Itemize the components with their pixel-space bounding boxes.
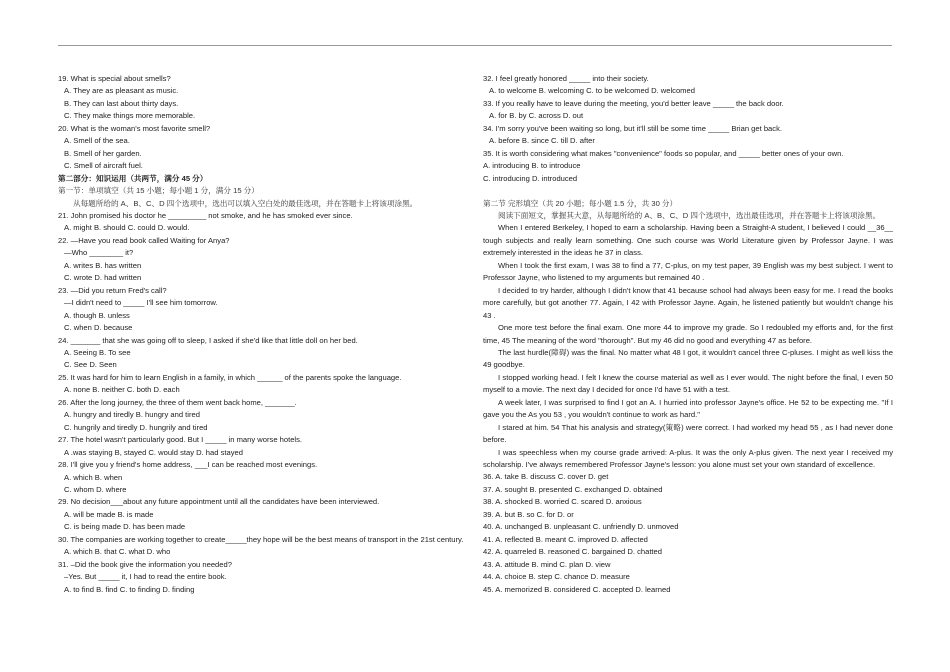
question-line: 26. After the long journey, the three of them went back home, _______. [58, 397, 297, 407]
question-line: 28. I'll give you y friend's home address, ___I can be reached most evenings. [58, 460, 318, 470]
question-line: 21. John promised his doctor he _________ not smoke, and he has smoked ever since. [58, 210, 353, 220]
option-line: A. might B. should C. could D. would. [64, 223, 190, 233]
passage-paragraph: One more test before the final exam. One more 44 to improve my grade. So I redoubled my efforts and, for the first time, 45 The meaning of the word "thorough". But my 46 did no good and everything 47 as before. [483, 323, 893, 345]
option-line: C. wrote D. had written [64, 273, 142, 283]
instruction-line: 阅读下面短文，掌握其大意，从每题所给的 A、B、C、D 四个选项中，选出最佳选项，并在答题卡上将该项涂黑。 [498, 210, 881, 220]
option-line: A .was staying B, stayed C. would stay D. had stayed [64, 447, 243, 457]
option-line: C. See D. Seen [64, 360, 117, 370]
right-column [483, 73, 893, 596]
question-line: C. introducing D. introduced [483, 173, 578, 183]
instruction-line: 从每题所给的 A、B、C、D 四个选项中，选出可以填入空白处的最佳选项，并在答题卡上将该项涂黑。 [73, 198, 418, 208]
option-line: A. which B. that C. what D. who [64, 547, 171, 557]
passage-paragraph: I stared at him. 54 That his analysis and strategy(策略) were correct. I had worked my head 55 , as I had never done before. [483, 422, 893, 445]
option-line: C. when D. because [64, 323, 133, 333]
option-line: B. They can last about thirty days. [64, 98, 179, 108]
option-line: A. though B. unless [64, 310, 130, 320]
header-rule [58, 45, 892, 46]
option-line: C. They make things more memorable. [64, 111, 196, 121]
question-line: 20. What is the woman's most favorite smell? [58, 123, 211, 133]
option-line: B. Smell of her garden. [64, 148, 142, 158]
question-line: 45. A. memorized B. considered C. accepted D. learned [483, 584, 671, 594]
question-line: 43. A. attitude B. mind C. plan D. view [483, 559, 611, 569]
option-line: A. Seeing B. To see [64, 347, 131, 357]
question-line: 27. The hotel wasn't particularly good. But I _____ in many worse hotels. [58, 435, 303, 445]
question-line: 36. A. take B. discuss C. cover D. get [483, 472, 609, 482]
question-line: 31. –Did the book give the information you needed? [58, 559, 232, 569]
passage-paragraph: I decided to try harder, although I didn't know that 41 because school had always been easy for me. I read the books more carefully, but got another 77. Again, I 42 with Professor Jayne. Again, he listened patiently but wouldn't change his 43 . [483, 285, 893, 320]
option-line: A. Smell of the sea. [64, 136, 130, 146]
option-line: A. writes B. has written [64, 260, 142, 270]
option-line: C. Smell of aircraft fuel. [64, 161, 143, 171]
option-line: A. to welcome B. welcoming C. to be welcomed D. welcomed [489, 86, 695, 96]
option-line: A. for B. by C. across D. out [489, 111, 584, 121]
option-line: A. hungry and tiredly B. hungry and tired [64, 410, 200, 420]
question-line: 19. What is special about smells? [58, 74, 171, 83]
option-line: C. whom D. where [64, 484, 127, 494]
question-line: 42. A. quarreled B. reasoned C. bargained D. chatted [483, 547, 662, 557]
question-line: 41. A. reflected B. meant C. improved D. affected [483, 534, 648, 544]
question-line: 39. A. but B. so C. for D. or [483, 509, 574, 519]
option-line: A. will be made B. is made [64, 509, 154, 519]
question-line: 24. _______ that she was going off to sleep, I asked if she'd like that little doll on her bed. [58, 335, 358, 345]
option-line: —Who ________ it? [64, 248, 134, 258]
question-line: 37. A. sought B. presented C. exchanged D. obtained [483, 484, 663, 494]
passage-paragraph: I stopped working head. I felt I knew the course material as well as I ever would. The night before the final, I even 50 myself to a movie. The next day I decided for once I'd have 51 with a test. [483, 372, 893, 395]
passage-paragraph: When I took the first exam, I was 38 to find a 77, C-plus, on my test paper, 39 English was my best subject. I went to Professor Jayne, who listened to my arguments but remained 40 . [483, 260, 893, 283]
question-line: 35. It is worth considering what makes "convenience" foods so popular, and _____ better ones of your own. [483, 148, 844, 158]
instruction-line: 第一节：单项填空（共 15 小题；每小题 1 分，满分 15 分） [58, 186, 259, 196]
question-line: 22. —Have you read book called Waiting for Anya? [58, 235, 230, 245]
question-line: 40. A. unchanged B. unpleasant C. unfriendly D. unmoved [483, 522, 679, 532]
question-line: 33. If you really have to leave during the meeting, you'd better leave _____ the back door. [483, 98, 784, 108]
option-line: —I didn't need to _____ I'll see him tomorrow. [64, 298, 218, 308]
option-line: A. to find B. find C. to finding D. finding [64, 584, 195, 594]
question-line: 23. —Did you return Fred's call? [58, 285, 167, 295]
question-line: 30. The companies are working together to create_____they hope will be the best means of transport in the 21st century. [58, 534, 464, 544]
question-line: 25. It was hard for him to learn English in a family, in which ______ of the parents spoke the language. [58, 372, 402, 382]
question-line: 44. A. choice B. step C. chance D. measure [483, 572, 630, 582]
passage-paragraph: A week later, I was surprised to find I got an A. I hurried into professor Jayne's office. He 52 to be expecting me. "If I gave you the As you 53 , you wouldn't continue to work as hard." [483, 397, 893, 420]
option-line: C. hungrily and tiredly D. hungrily and tired [64, 422, 208, 432]
passage-paragraph: When I entered Berkeley, I hoped to earn a scholarship. Having been a Straight-A student, I believed I could __36__ tough subjects and really learn something. One such course was World Literature given by Professor Jayne. I was extremely interested in the ideas he 37 in class. [483, 223, 893, 258]
option-line: –Yes. But _____ it, I had to read the entire book. [64, 572, 227, 582]
question-line: 38. A. shocked B. worried C. scared D. anxious [483, 497, 642, 507]
option-line: A. none B. neither C. both D. each [64, 385, 180, 395]
question-line: 32. I feel greatly honored _____ into their society. [483, 74, 649, 83]
question-line: 29. No decision___about any future appointment until all the candidates have been interviewed. [58, 497, 380, 507]
section-heading: 第二部分：知识运用（共两节，满分 45 分） [58, 173, 208, 183]
question-line: A. introducing B. to introduce [483, 161, 581, 171]
option-line: A. They are as pleasant as music. [64, 86, 179, 96]
passage-paragraph: The last hurdle(障碍) was the final. No matter what 48 I got, it wouldn't cancel three C-pluses. I might as well kiss the 49 goodbye. [483, 347, 893, 370]
left-column [58, 73, 468, 596]
question-line: 34. I'm sorry you've been waiting so long, but it'll still be some time _____ Brian get back. [483, 123, 782, 133]
option-line: A. before B. since C. till D. after [489, 136, 595, 146]
instruction-line: 第二节 完形填空（共 20 小题；每小题 1.5 分，共 30 分） [483, 198, 678, 208]
passage-paragraph: I was speechless when my course grade arrived: A-plus. It was the only A-plus given. The next year I received my scholarship. I've always remembered Professor Jayne's lesson: you alone must set your own standard of excellence. [483, 447, 893, 470]
blank-line [483, 185, 893, 197]
option-line: C. is being made D. has been made [64, 522, 186, 532]
option-line: A. which B. when [64, 472, 123, 482]
